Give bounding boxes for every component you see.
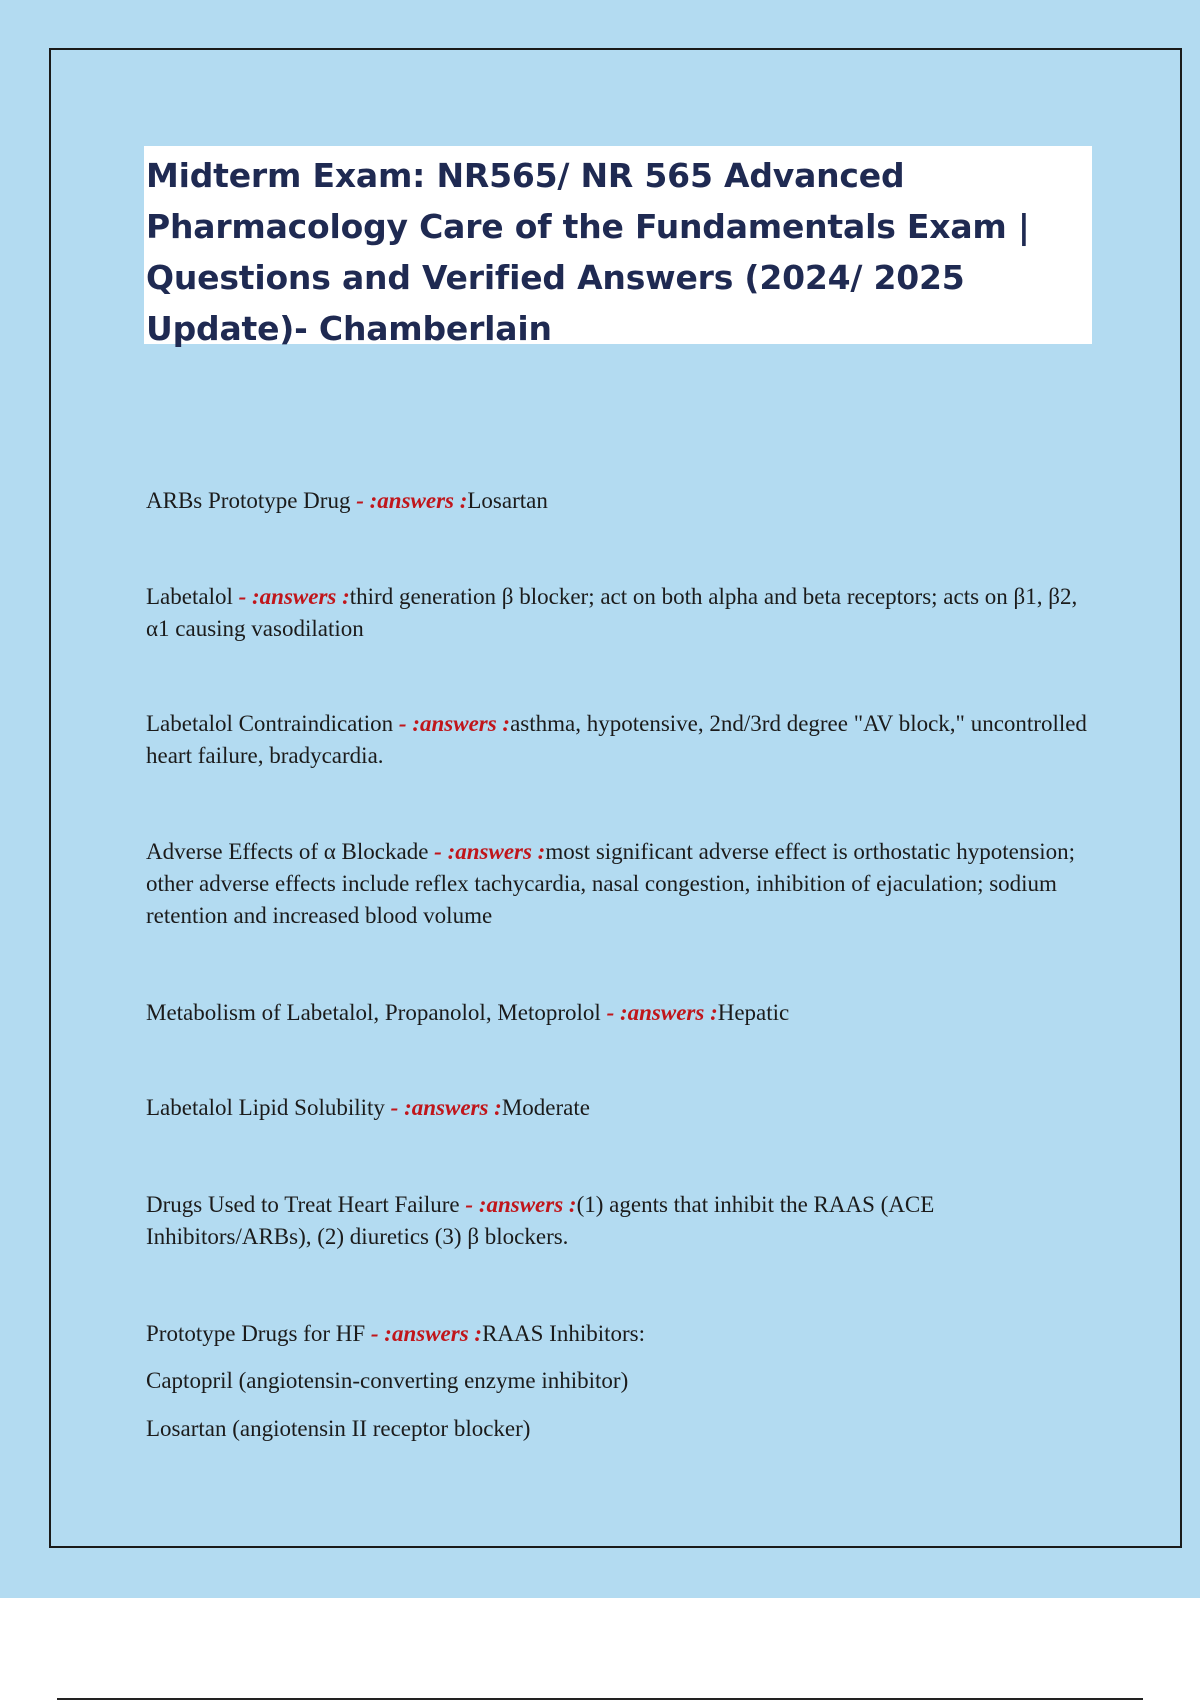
qa-item: [146, 1189, 1096, 1253]
answer-continuation: Losartan (angiotensin II receptor blocker): [146, 1416, 531, 1441]
question: Adverse Effects of α Blockade: [146, 839, 435, 864]
answers-separator: - :answers :: [370, 1321, 483, 1346]
answer-continuation: Captopril (angiotensin-converting enzyme inhibitor): [146, 1368, 629, 1393]
qa-item: [146, 1092, 1096, 1124]
qa-item: [146, 581, 1096, 645]
answers-separator: - :answers :: [356, 488, 468, 513]
answers-separator: - :answers :: [606, 1000, 718, 1025]
answer: asthma, hypotensive, 2nd/3rd degree "AV block," uncontrolled heart failure, bradycardia.: [146, 711, 1087, 768]
question: Labetalol Lipid Solubility: [146, 1095, 391, 1120]
document-title: Midterm Exam: NR565/ NR 565 Advanced Pharmacology Care of the Fundamentals Exam | Questions and Verified Answers (2024/ 2025 Update)- Chamberlain: [146, 156, 1030, 348]
question: Metabolism of Labetalol, Propanolol, Metoprolol: [146, 1000, 607, 1025]
answers-separator: - :answers :: [434, 839, 546, 864]
answers-separator: - :answers :: [390, 1095, 502, 1120]
qa-item: [146, 997, 1096, 1029]
question: Labetalol Contraindication: [146, 711, 399, 736]
answer: Hepatic: [717, 1000, 790, 1025]
answer: (1) agents that inhibit the RAAS (ACE Inhibitors/ARBs), (2) diuretics (3) β blockers.: [146, 1192, 935, 1249]
question: Drugs Used to Treat Heart Failure: [146, 1192, 466, 1217]
answers-separator: - :answers :: [238, 584, 350, 609]
answer: Moderate: [501, 1095, 590, 1120]
answer: Losartan: [467, 488, 548, 513]
answer: RAAS Inhibitors:: [482, 1321, 645, 1346]
qa-item: [146, 485, 1096, 517]
qa-item: [146, 708, 1096, 772]
question: ARBs Prototype Drug: [146, 488, 357, 513]
answers-separator: - :answers :: [398, 711, 511, 736]
qa-item: [146, 836, 1096, 932]
title-box: [144, 146, 1092, 348]
answer: third generation β blocker; act on both alpha and beta receptors; acts on β1, β2, α1 causing vasodilation: [146, 584, 1078, 641]
question: Prototype Drugs for HF: [146, 1321, 371, 1346]
answers-separator: - :answers :: [465, 1192, 577, 1217]
qa-item: [146, 1318, 1096, 1350]
question: Labetalol: [146, 584, 239, 609]
answer: most significant adverse effect is orthostatic hypotension; other adverse effects include reflex tachycardia, nasal congestion, inhibition of ejaculation; sodium retention and increased blood volume: [146, 839, 1076, 928]
